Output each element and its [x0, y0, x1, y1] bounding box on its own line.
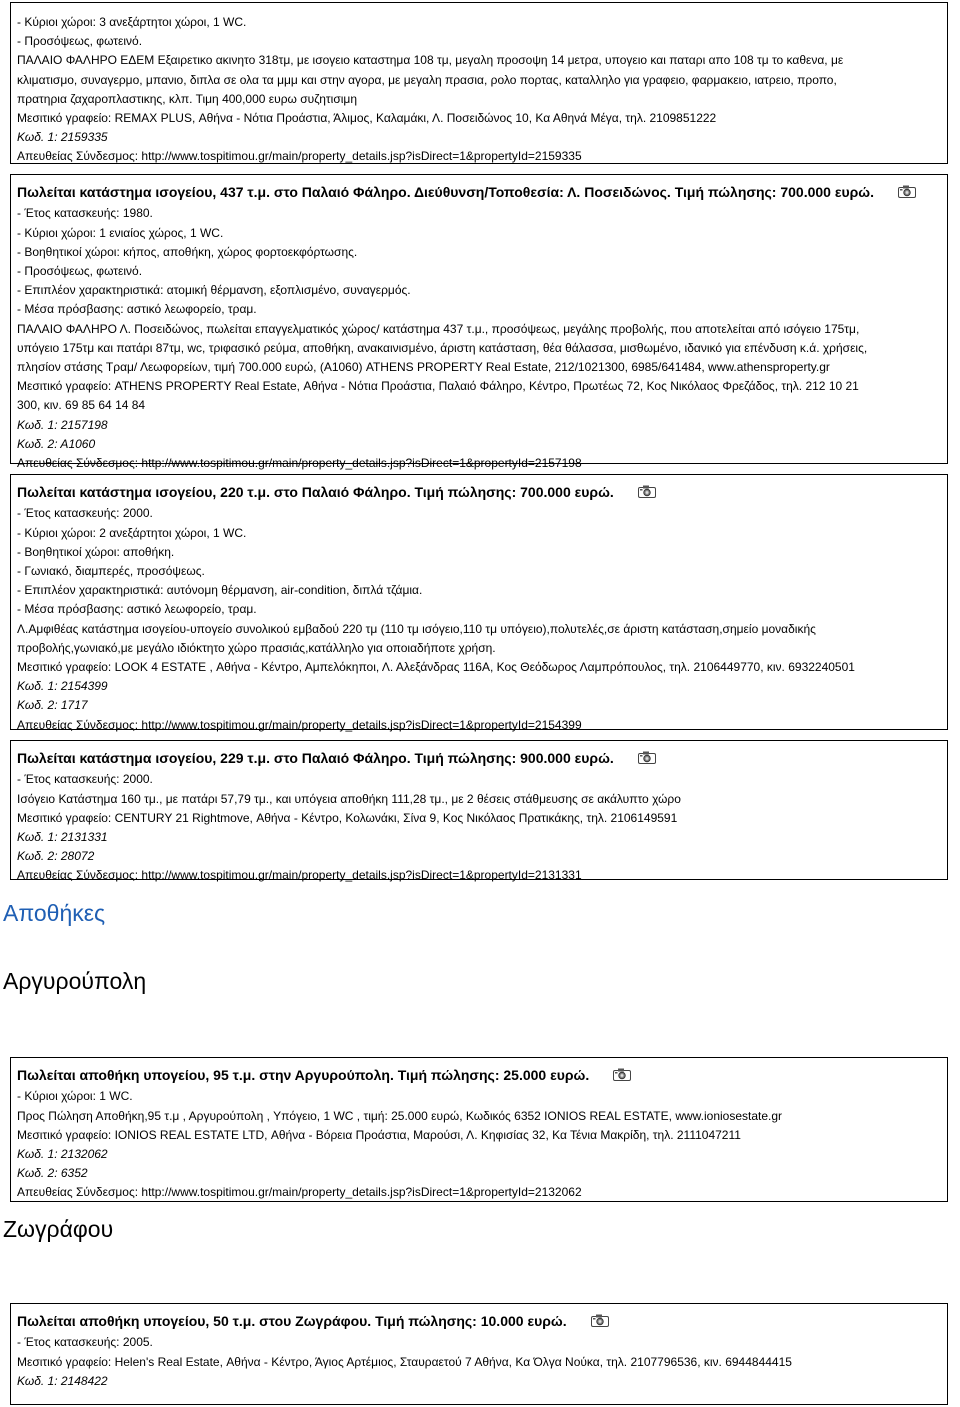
listing-line: προβολής,γωνιακό,με μεγάλο ιδιόκτητο χώρο πρασιάς,κατάλληλο για οποιαδήποτε χρήση. [17, 640, 496, 655]
listing-line: - Επιπλέον χαρακτηριστικά: αυτόνομη θέρμανση, air-condition, διπλά τζάμια. [17, 583, 423, 598]
listing-title [17, 1311, 947, 1332]
listing-line: Ισόγειο Κατάστημα 160 τμ., με πατάρι 57,79 τμ., και υπόγεια αποθήκη 111,28 τμ., με 2 θέσεις στάθμευσης σε ακάλυπτο χώρο [17, 791, 681, 806]
listing-line: - Έτος κατασκευής: 2000. [17, 772, 153, 787]
listing-line: πλησίον στάσης Τραμ/ Λεωφορείων, τιμή 700.000 ευρώ, (Α1060) ATHENS PROPERTY Real Estate, 212/1021300, 6985/641484, www.athensproperty.gr [17, 359, 830, 374]
agency-line: 300, κιν. 69 85 64 14 84 [17, 398, 146, 413]
listing-title-text[interactable]: Πωλείται αποθήκη υπογείου, 95 τ.μ. στην Αργυρούπολη. Τιμή πώλησης: 25.000 ευρώ. [17, 1067, 590, 1083]
listing-line: - Έτος κατασκευής: 2005. [17, 1335, 153, 1350]
direct-link[interactable]: Απευθείας Σύνδεσμος: http://www.tospitimou.gr/main/property_details.jsp?isDirect=1&propertyId=2154399 [17, 717, 582, 732]
code-1: Κωδ. 1: 2159335 [17, 130, 108, 145]
direct-link[interactable]: Απευθείας Σύνδεσμος: http://www.tospitimou.gr/main/property_details.jsp?isDirect=1&propertyId=2132062 [17, 1185, 582, 1200]
camera-icon[interactable] [898, 183, 916, 203]
area-heading: Ζωγράφου [3, 1216, 114, 1242]
listing-line: - Κύριοι χώροι: 3 ανεξάρτητοι χώροι, 1 WC. [17, 15, 247, 29]
listing-line: - Βοηθητικοί χώροι: κήπος, αποθήκη, χώρος φορτοεκφόρτωσης. [17, 244, 358, 259]
code-1: Κωδ. 1: 2157198 [17, 417, 108, 432]
listing-line: - Επιπλέον χαρακτηριστικά: ατομική θέρμανση, εξοπλισμένο, συναγερμός. [17, 283, 411, 298]
listing-title [17, 748, 947, 769]
listing-line: - Γωνιακό, διαμπερές, προσόψεως. [17, 563, 205, 578]
listing-block-1 [10, 2, 948, 164]
code-1: Κωδ. 1: 2148422 [17, 1373, 108, 1388]
listing-line: ΠΑΛΑΙΟ ΦΑΛΗΡΟ ΕΔΕΜ Εξαιρετικο ακινητο 318τμ, με ισογειο καταστημα 108 τμ, μεγαλη προσοψη 14 μετρα, υπογειο και παταρι απο 108 τμ το καθενα, με [17, 53, 844, 68]
listing-title-text[interactable]: Πωλείται αποθήκη υπογείου, 50 τ.μ. στου Ζωγράφου. Τιμή πώλησης: 10.000 ευρώ. [17, 1313, 567, 1329]
listing-line: κλιματισμο, συναγερμο, μπανιο, διπλα σε ολα τα μμμ και στην αγορα, με μεγαλη πρασια, ρολο πορτας, καταλληλο για γραφειο, φαρμακειο, ιατρειο, προπο, [17, 72, 837, 87]
listing-line: - Προσόψεως, φωτεινό. [17, 34, 143, 49]
code-2: Κωδ. 2: 1717 [17, 698, 88, 713]
listing-block-6 [10, 1303, 948, 1405]
listing-line: Λ.Αμφιθέας κατάστημα ισογείου-υπογείο συνολικού εμβαδού 220 τμ (110 τμ ισόγειο,110 τμ υπόγειο),πολυτελές,σε άριστη κατάσταση,σημείο μοναδικής [17, 621, 816, 636]
category-heading: Αποθήκες [3, 900, 106, 926]
listing-block-4 [10, 740, 948, 883]
listing-line: - Έτος κατασκευής: 2000. [17, 506, 153, 521]
listing-line: - Κύριοι χώροι: 1 WC. [17, 1089, 133, 1104]
listing-line: - Μέσα πρόσβασης: αστικό λεωφορείο, τραμ. [17, 302, 257, 317]
direct-link[interactable]: Απευθείας Σύνδεσμος: http://www.tospitimou.gr/main/property_details.jsp?isDirect=1&propertyId=2131331 [17, 868, 582, 883]
listing-title-text[interactable]: Πωλείται κατάστημα ισογείου, 220 τ.μ. στο Παλαιό Φάληρο. Τιμή πώλησης: 700.000 ευρώ. [17, 484, 614, 500]
code-2: Κωδ. 2: 28072 [17, 849, 95, 864]
listing-block-2 [10, 174, 948, 470]
listing-line: - Κύριοι χώροι: 2 ανεξάρτητοι χώροι, 1 WC. [17, 525, 247, 540]
agency-line: Μεσιτικό γραφείο: ATHENS PROPERTY Real Estate, Αθήνα - Νότια Προάστια, Παλαιό Φάληρο, Κέντρο, Πρωτέως 72, Κος Νικόλαος Φρεζάδος, τηλ. 212 10 21 [17, 379, 859, 394]
listing-line: - Βοηθητικοί χώροι: αποθήκη. [17, 544, 175, 559]
agency-line: Μεσιτικό γραφείο: CENTURY 21 Rightmove, Αθήνα - Κέντρο, Κολωνάκι, Σίνα 9, Κος Νικόλαος Πρατικάκης, τηλ. 2106149591 [17, 810, 678, 825]
listing-title [17, 1065, 947, 1086]
code-1: Κωδ. 1: 2131331 [17, 829, 108, 844]
code-1: Κωδ. 1: 2154399 [17, 679, 108, 694]
listing-line: υπόγειο 175τμ και πατάρι 87τμ, wc, τριφασικό ρεύμα, αποθήκη, ανακαινισμένο, άριστη κατάσταση, θέα θάλασσα, μισθωμένο, ιδανικό για επένδυση κ.ά. χρήσεις, [17, 340, 868, 355]
listing-title-text[interactable]: Πωλείται κατάστημα ισογείου, 229 τ.μ. στο Παλαιό Φάληρο. Τιμή πώλησης: 900.000 ευρώ. [17, 750, 614, 766]
direct-link[interactable]: Απευθείας Σύνδεσμος: http://www.tospitimou.gr/main/property_details.jsp?isDirect=1&propertyId=2157198 [17, 455, 582, 470]
direct-link[interactable]: Απευθείας Σύνδεσμος: http://www.tospitimou.gr/main/property_details.jsp?isDirect=1&propertyId=2159335 [17, 149, 582, 164]
code-1: Κωδ. 1: 2132062 [17, 1146, 108, 1161]
code-2: Κωδ. 2: 6352 [17, 1166, 88, 1181]
listing-line: Προς Πώληση Αποθήκη,95 τ.μ , Αργυρούπολη , Υπόγειο, 1 WC , τιμή: 25.000 ευρώ, Κωδικός 6352 IONIOS REAL ESTATE, www.ioniosestate.gr [17, 1108, 783, 1123]
listing-title [17, 182, 947, 203]
listing-block-3 [10, 474, 948, 730]
listing-title-text[interactable]: Πωλείται κατάστημα ισογείου, 437 τ.μ. στο Παλαιό Φάληρο. Διεύθυνση/Τοποθεσία: Λ. Ποσειδώνος. Τιμή πώλησης: 700.000 ευρώ. [17, 184, 875, 200]
camera-icon[interactable] [638, 483, 656, 503]
listing-line: - Κύριοι χώροι: 1 ενιαίος χώρος, 1 WC. [17, 225, 224, 240]
agency-line: Μεσιτικό γραφείο: LOOK 4 ESTATE , Αθήνα - Κέντρο, Αμπελόκηποι, Λ. Αλεξάνδρας 116Α, Κος Θεόδωρος Λαμπρόπουλος, τηλ. 2106449770, κιν. 6932240501 [17, 659, 855, 674]
area-heading: Αργυρούπολη [3, 968, 147, 994]
agency-line: Μεσιτικό γραφείο: Helen's Real Estate, Αθήνα - Κέντρο, Άγιος Αρτέμιος, Σταυραετού 7 Αθήνα, Κα Όλγα Νούκα, τηλ. 2107796536, κιν. 6944844415 [17, 1354, 792, 1369]
listing-title [17, 482, 947, 503]
camera-icon[interactable] [613, 1066, 631, 1086]
listing-line: - Έτος κατασκευής: 1980. [17, 206, 153, 221]
agency-line: Μεσιτικό γραφείο: IONIOS REAL ESTATE LTD, Αθήνα - Βόρεια Προάστια, Μαρούσι, Λ. Κηφισίας 32, Κα Τένια Μακρίδη, τηλ. 2111047211 [17, 1127, 741, 1142]
listing-line: ΠΑΛΑΙΟ ΦΑΛΗΡΟ Λ. Ποσειδώνος, πωλείται επαγγελματικός χώρος/ κατάστημα 437 τ.μ., προσόψεως, μεγάλης προβολής, που αποτελείται από ισόγειο 175τμ, [17, 321, 860, 336]
agency-line: Μεσιτικό γραφείο: REMAX PLUS, Αθήνα - Νότια Προάστια, Άλιμος, Καλαμάκι, Λ. Ποσειδώνος 10, Κα Αθηνά Μέγα, τηλ. 2109851222 [17, 111, 717, 126]
listing-line: πρατηρια ζαχαροπλαστικης, κλπ. Τιμη 400,000 ευρω συζητισιμη [17, 91, 358, 106]
camera-icon[interactable] [591, 1312, 609, 1332]
camera-icon[interactable] [638, 749, 656, 769]
listing-line: - Προσόψεως, φωτεινό. [17, 263, 143, 278]
listing-block-5 [10, 1057, 948, 1202]
code-2: Κωδ. 2: Α1060 [17, 436, 96, 451]
listing-line: - Μέσα πρόσβασης: αστικό λεωφορείο, τραμ. [17, 602, 257, 617]
